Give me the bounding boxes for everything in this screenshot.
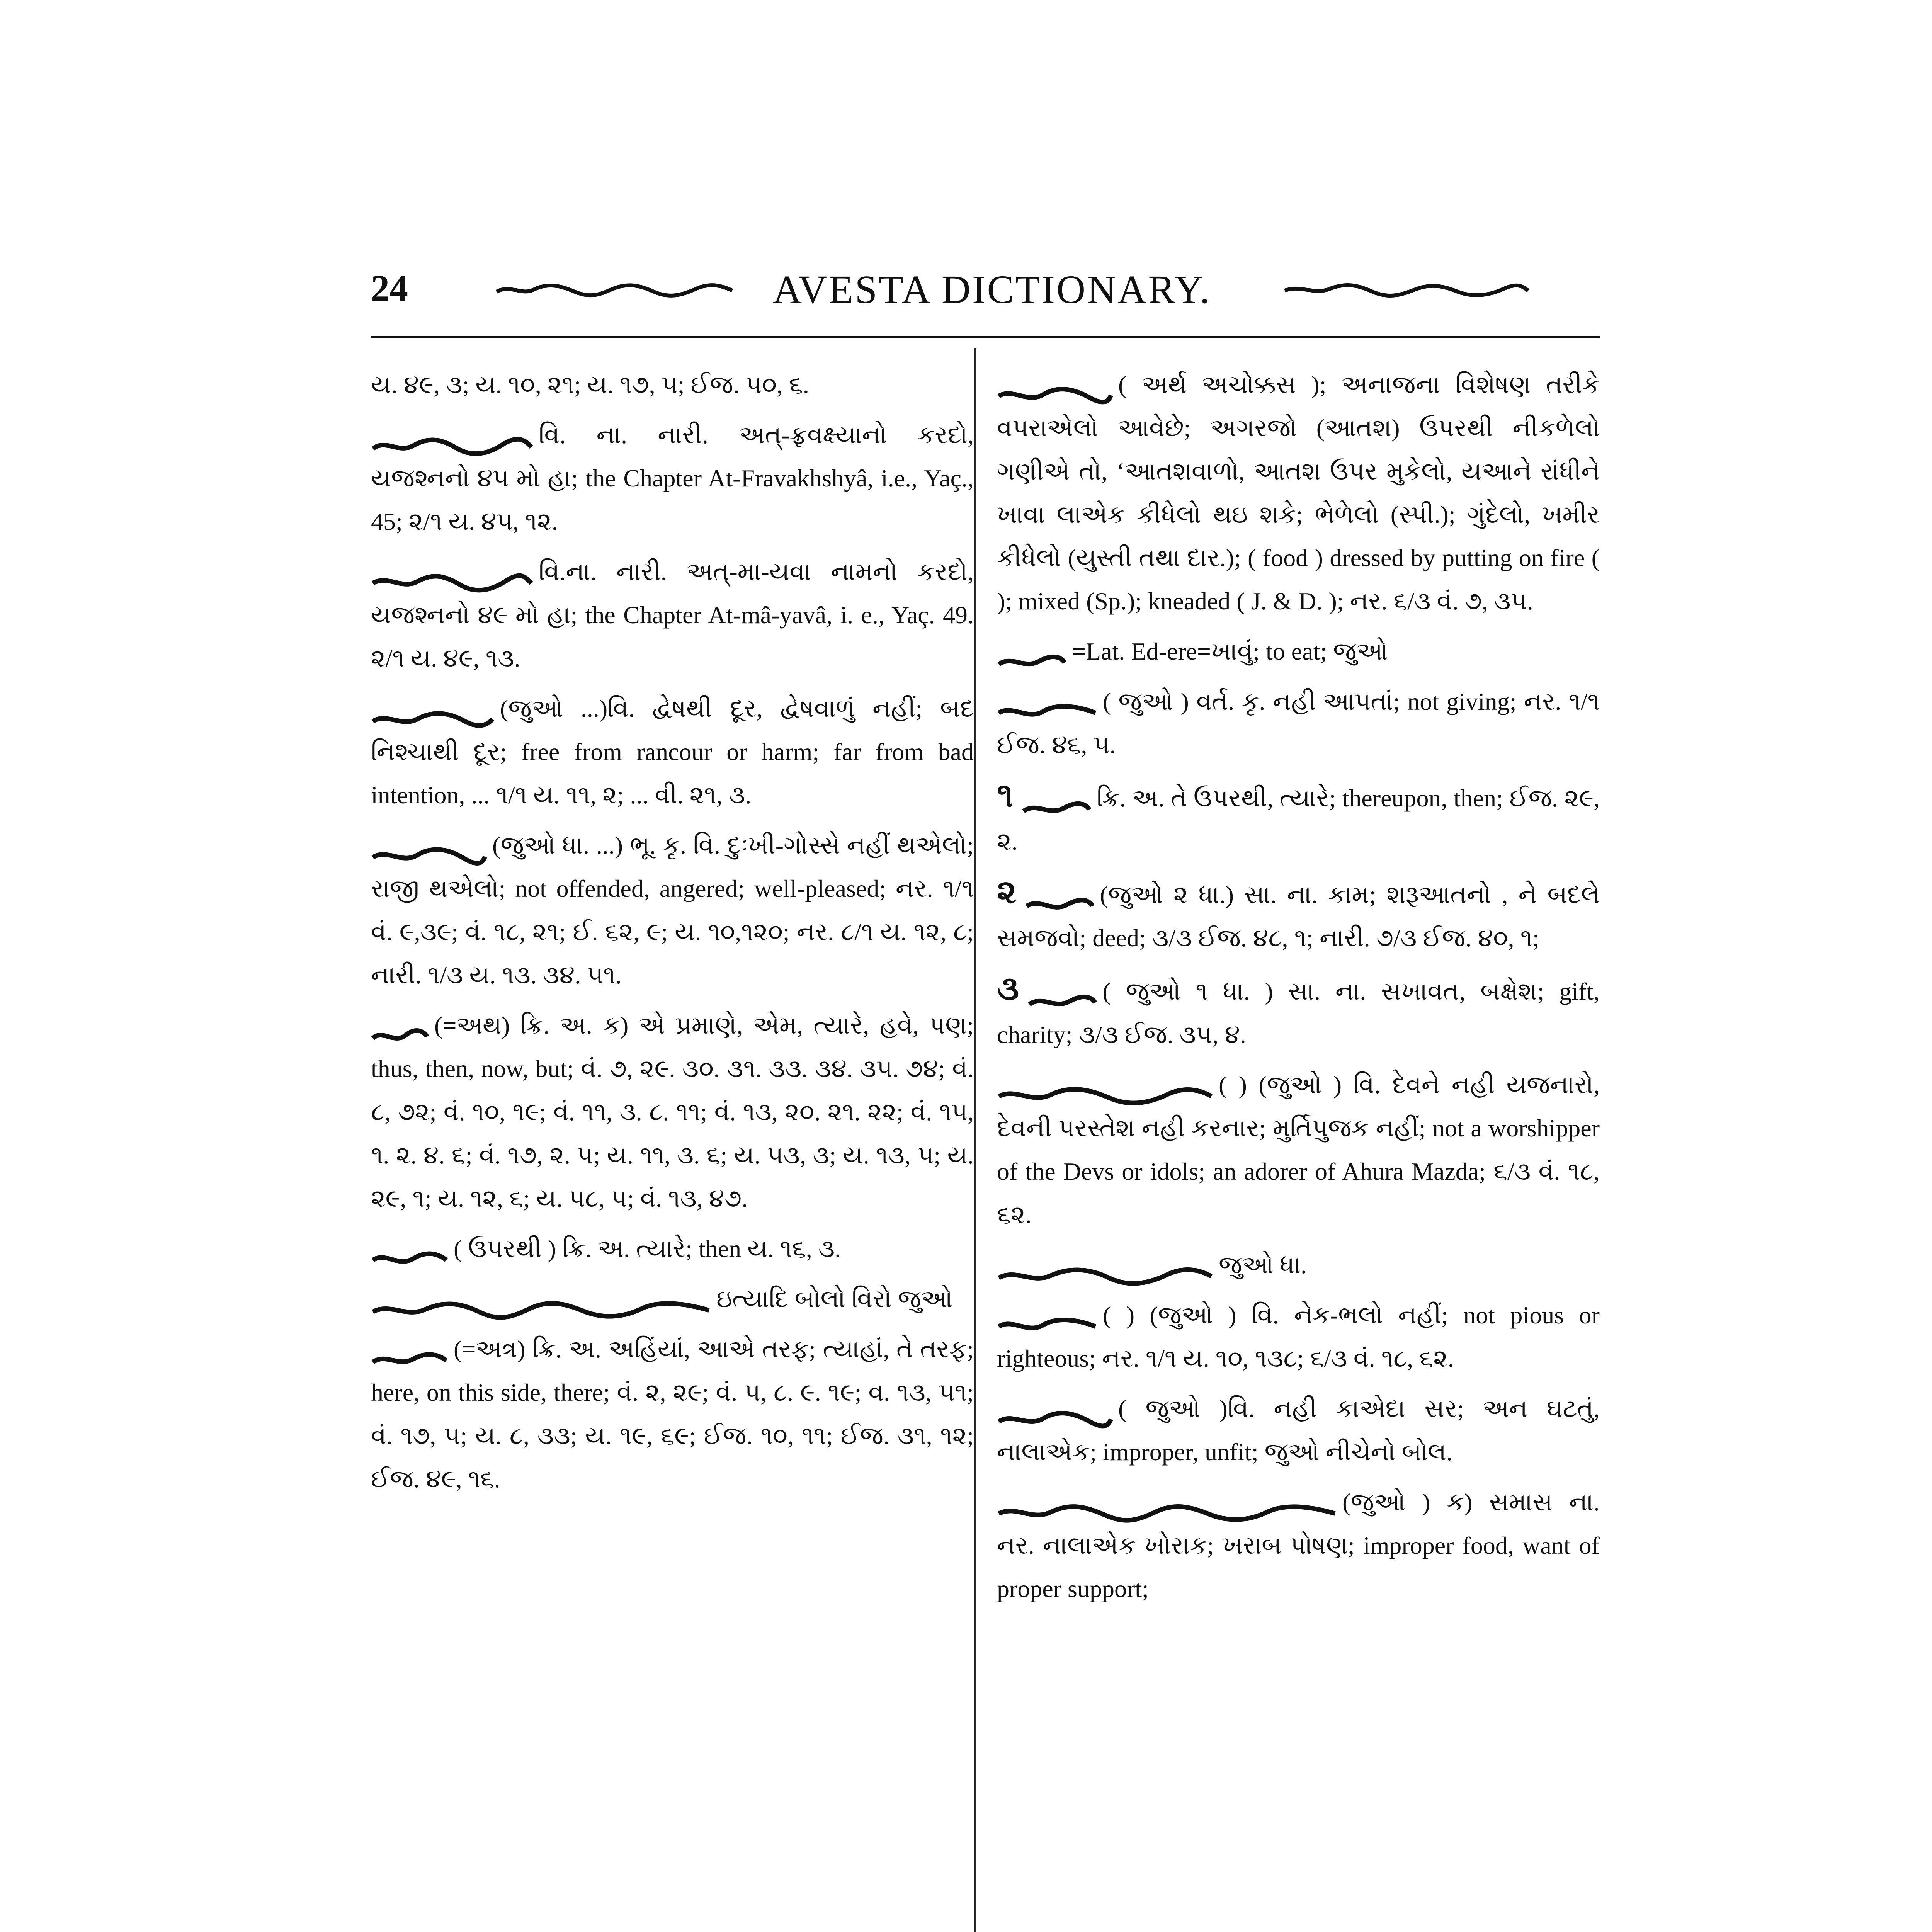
avestan-headword-icon	[371, 563, 533, 585]
dictionary-entry	[371, 550, 974, 680]
avestan-headword-icon	[371, 1341, 448, 1362]
dictionary-entry	[997, 1481, 1600, 1611]
avestan-headword-icon	[371, 837, 487, 859]
avestan-headword-icon	[997, 1307, 1097, 1328]
entry-text: જુઓ ધા.	[1219, 1251, 1307, 1279]
entry-text: ( અર્થ અચોક્કસ ); અનાજના વિશેષણ તરીકે વપરાએલો આવેછે; અગરજો (આતશ) ઉપરથી નીકળેલો ગણીએ તો, ‘આતશવાળો, આતશ ઉપર મુકેલો, યઆને રાંધીને ખાવા લાએક કીધેલો થઇ શકે; ભેળેલો (સ્પી.); ગુંદેલો, ખમીર કીધેલો (યુસ્તી તથા દાર.); ( food ) dressed by putting on fire ( ); mixed (Sp.); kneaded ( J. & D. ); નર. ૬/૩ વં. ૭, ૩૫.	[997, 371, 1600, 615]
entry-text: (=અત્ર) ક્રિ. અ. અહિંયાં, આએ તરફ; ત્યાહાં, તે તરફ; here, on this side, there; વં. ૨, ૨૯; વં. ૫, ૮. ૯. ૧૯; વ. ૧૩, ૫૧; વં. ૧૭, ૫; ય. ૮, ૩૩; ય. ૧૯, ૬૯; ઈજ. ૧૦, ૧૧; ઈજ. ૩૧, ૧૨; ઈજ. ૪૯, ૧૬.	[371, 1335, 974, 1493]
avestan-headword-icon	[997, 376, 1113, 398]
column-divider	[974, 348, 976, 1932]
dictionary-entry	[997, 1387, 1600, 1474]
avestan-headword-icon	[371, 700, 495, 722]
dictionary-entry	[371, 413, 974, 543]
entry-text: ( ) (જુઓ ) વિ. દેવને નહી યજનારો, દેવની પરસ્તેશ નહી કરનાર; મુર્તિપુજક નહીં; not a worshipper of the Devs or idols; an adorer of Ahura Mazda; ૬/૩ વં. ૧૮, ૬૨.	[997, 1071, 1600, 1228]
dictionary-entry	[997, 363, 1600, 623]
avestan-headword-icon	[1022, 790, 1091, 811]
entry-text: ક્રિ. અ. તે ઉપરથી, ત્યારે; thereupon, then; ઈજ. ૨૯, ૨.	[997, 784, 1600, 855]
dictionary-entry	[371, 687, 974, 817]
entry-text: ( જુઓ ૧ ધા. ) સા. ના. સખાવત, બક્ષેશ; gift, charity; ૩/૩ ઈજ. ૩૫, ૪.	[997, 978, 1600, 1048]
dictionary-entry	[371, 1277, 974, 1321]
dictionary-entry	[371, 824, 974, 997]
entry-text: ( ઉપરથી ) ક્રિ. અ. ત્યારે; then ય. ૧૬, ૩.	[454, 1235, 841, 1262]
entry-text: વિ. ના. નારી. અત્-ફ્રવક્ષ્યાનો કરદો, યજશ્નનો ૪૫ મો હા; the Chapter At-Fravakhshyâ, i.e., Yaç., 45; ૨/૧ ય. ૪૫, ૧૨.	[371, 421, 974, 535]
page-number: 24	[371, 267, 408, 309]
entry-text: ઇત્યાદિ બોલો વિરો જુઓ	[716, 1285, 953, 1313]
dictionary-entry	[997, 1294, 1600, 1380]
dictionary-entry	[997, 1243, 1600, 1287]
running-header	[371, 267, 1584, 325]
avestan-headword-icon	[371, 1291, 711, 1312]
dictionary-entry	[997, 680, 1600, 767]
avestan-headword-icon	[997, 1494, 1337, 1515]
dictionary-entry	[997, 870, 1600, 960]
entry-text: ( ) (જુઓ ) વિ. નેક-ભલો નહીં; not pious or righteous; નર. ૧/૧ ય. ૧૦, ૧૩૮; ૬/૩ વં. ૧૮, ૬૨.	[997, 1301, 1600, 1372]
dictionary-entry	[997, 774, 1600, 863]
entry-text: =Lat. Ed-ere=ખાવું; to eat; જુઓ	[1072, 638, 1388, 665]
dictionary-entry	[371, 1328, 974, 1501]
avestan-headword-icon	[997, 1400, 1113, 1422]
entry-text: વિ.ના. નારી. અત્-મા-યવા નામનો કરદો, યજશ્નનો ૪૯ મો હા; the Chapter At-mâ-yavâ, i. e., Yaç. 49. ૨/૧ ય. ૪૯, ૧૩.	[371, 558, 974, 672]
avestan-headword-icon	[371, 1240, 448, 1262]
avestan-headword-icon	[997, 1257, 1213, 1278]
dictionary-entry	[997, 967, 1600, 1056]
avestan-headword-icon	[1027, 983, 1097, 1005]
running-title: AVESTA DICTIONARY.	[773, 267, 1211, 312]
entry-text: ( જુઓ )વિ. નહી કાએદા સર; અન ઘટતું, નાલાએક; improper, unfit; જુઓ નીચેનો બોલ.	[997, 1395, 1600, 1466]
avestan-headword-icon	[1025, 886, 1094, 908]
dictionary-entry	[371, 1227, 974, 1270]
dictionary-entry	[997, 630, 1600, 673]
left-column	[371, 363, 974, 1932]
avestan-script-headword-icon	[1283, 282, 1530, 298]
dictionary-entry	[371, 1004, 974, 1220]
entry-text: (જુઓ ધા. ...) ભૂ. કૃ. વિ. દુઃખી-ગોસ્સે નહીં થએલો; રાજી થએલો; not offended, angered; well-pleased; નર. ૧/૧ વં. ૯,૩૯; વં. ૧૮, ૨૧; ઈ. ૬૨, ૯; ય. ૧૦,૧૨૦; નર. ૮/૧ ય. ૧૨, ૮; નારી. ૧/૩ ય. ૧૩. ૩૪. ૫૧.	[371, 832, 974, 989]
entry-number: ૧	[997, 777, 1014, 814]
dictionary-entry	[371, 363, 974, 406]
avestan-headword-icon	[997, 693, 1097, 715]
entry-text: (જુઓ ૨ ધા.) સા. ના. કામ; શરૂઆતનો , ને બદલે સમજવો; deed; ૩/૩ ઈજ. ૪૮, ૧; નારી. ૭/૩ ઈજ. ૪૦, ૧;	[997, 881, 1600, 952]
entry-text: (જુઓ ) ક) સમાસ ના. નર. નાલાએક ખોરાક; ખરાબ પોષણ; improper food, want of proper support;	[997, 1488, 1600, 1602]
entry-number: ૨	[997, 873, 1017, 910]
entry-text: ય. ૪૯, ૩; ય. ૧૦, ૨૧; ય. ૧૭, ૫; ઈજ. ૫૦, ૬.	[371, 371, 809, 398]
avestan-headword-icon	[371, 427, 533, 448]
dictionary-entry	[997, 1063, 1600, 1236]
entry-text: ( જુઓ ) વર્ત. કૃ. નહી આપતાં; not giving; નર. ૧/૧ ઈજ. ૪૬, ૫.	[997, 688, 1600, 759]
entry-text: (=અથ) ક્રિ. અ. ક) એ પ્રમાણે, એમ, ત્યારે, હવે, પણ; thus, then, now, but; વં. ૭, ૨૯. ૩૦. ૩૧. ૩૩. ૩૪. ૩૫. ૭૪; વં. ૮, ૭૨; વં. ૧૦, ૧૯; વં. ૧૧, ૩. ૮. ૧૧; વં. ૧૩, ૨૦. ૨૧. ૨૨; વં. ૧૫, ૧. ૨. ૪. ૬; વં. ૧૭, ૨. ૫; ય. ૧૧, ૩. ૬; ય. ૫૩, ૩; ય. ૧૩, ૫; ય. ૨૯, ૧; ય. ૧૨, ૬; ય. ૫૮, ૫; વં. ૧૩, ૪૭.	[371, 1012, 974, 1212]
right-column	[997, 363, 1600, 1932]
avestan-script-headword-icon	[495, 282, 734, 298]
avestan-headword-icon	[997, 643, 1066, 665]
avestan-headword-icon	[997, 1077, 1213, 1098]
entry-text: (જુઓ ...)વિ. દ્વેષથી દૂર, દ્વેષવાળું નહીં; બદ નિશ્ચાથી દૂર; free from rancour or harm; far from bad intention, ... ૧/૧ ય. ૧૧, ૨; ... વી. ૨૧, ૩.	[371, 695, 974, 809]
header-rule	[371, 336, 1600, 338]
entry-number: ૩	[997, 970, 1019, 1007]
avestan-headword-icon	[371, 1017, 429, 1039]
